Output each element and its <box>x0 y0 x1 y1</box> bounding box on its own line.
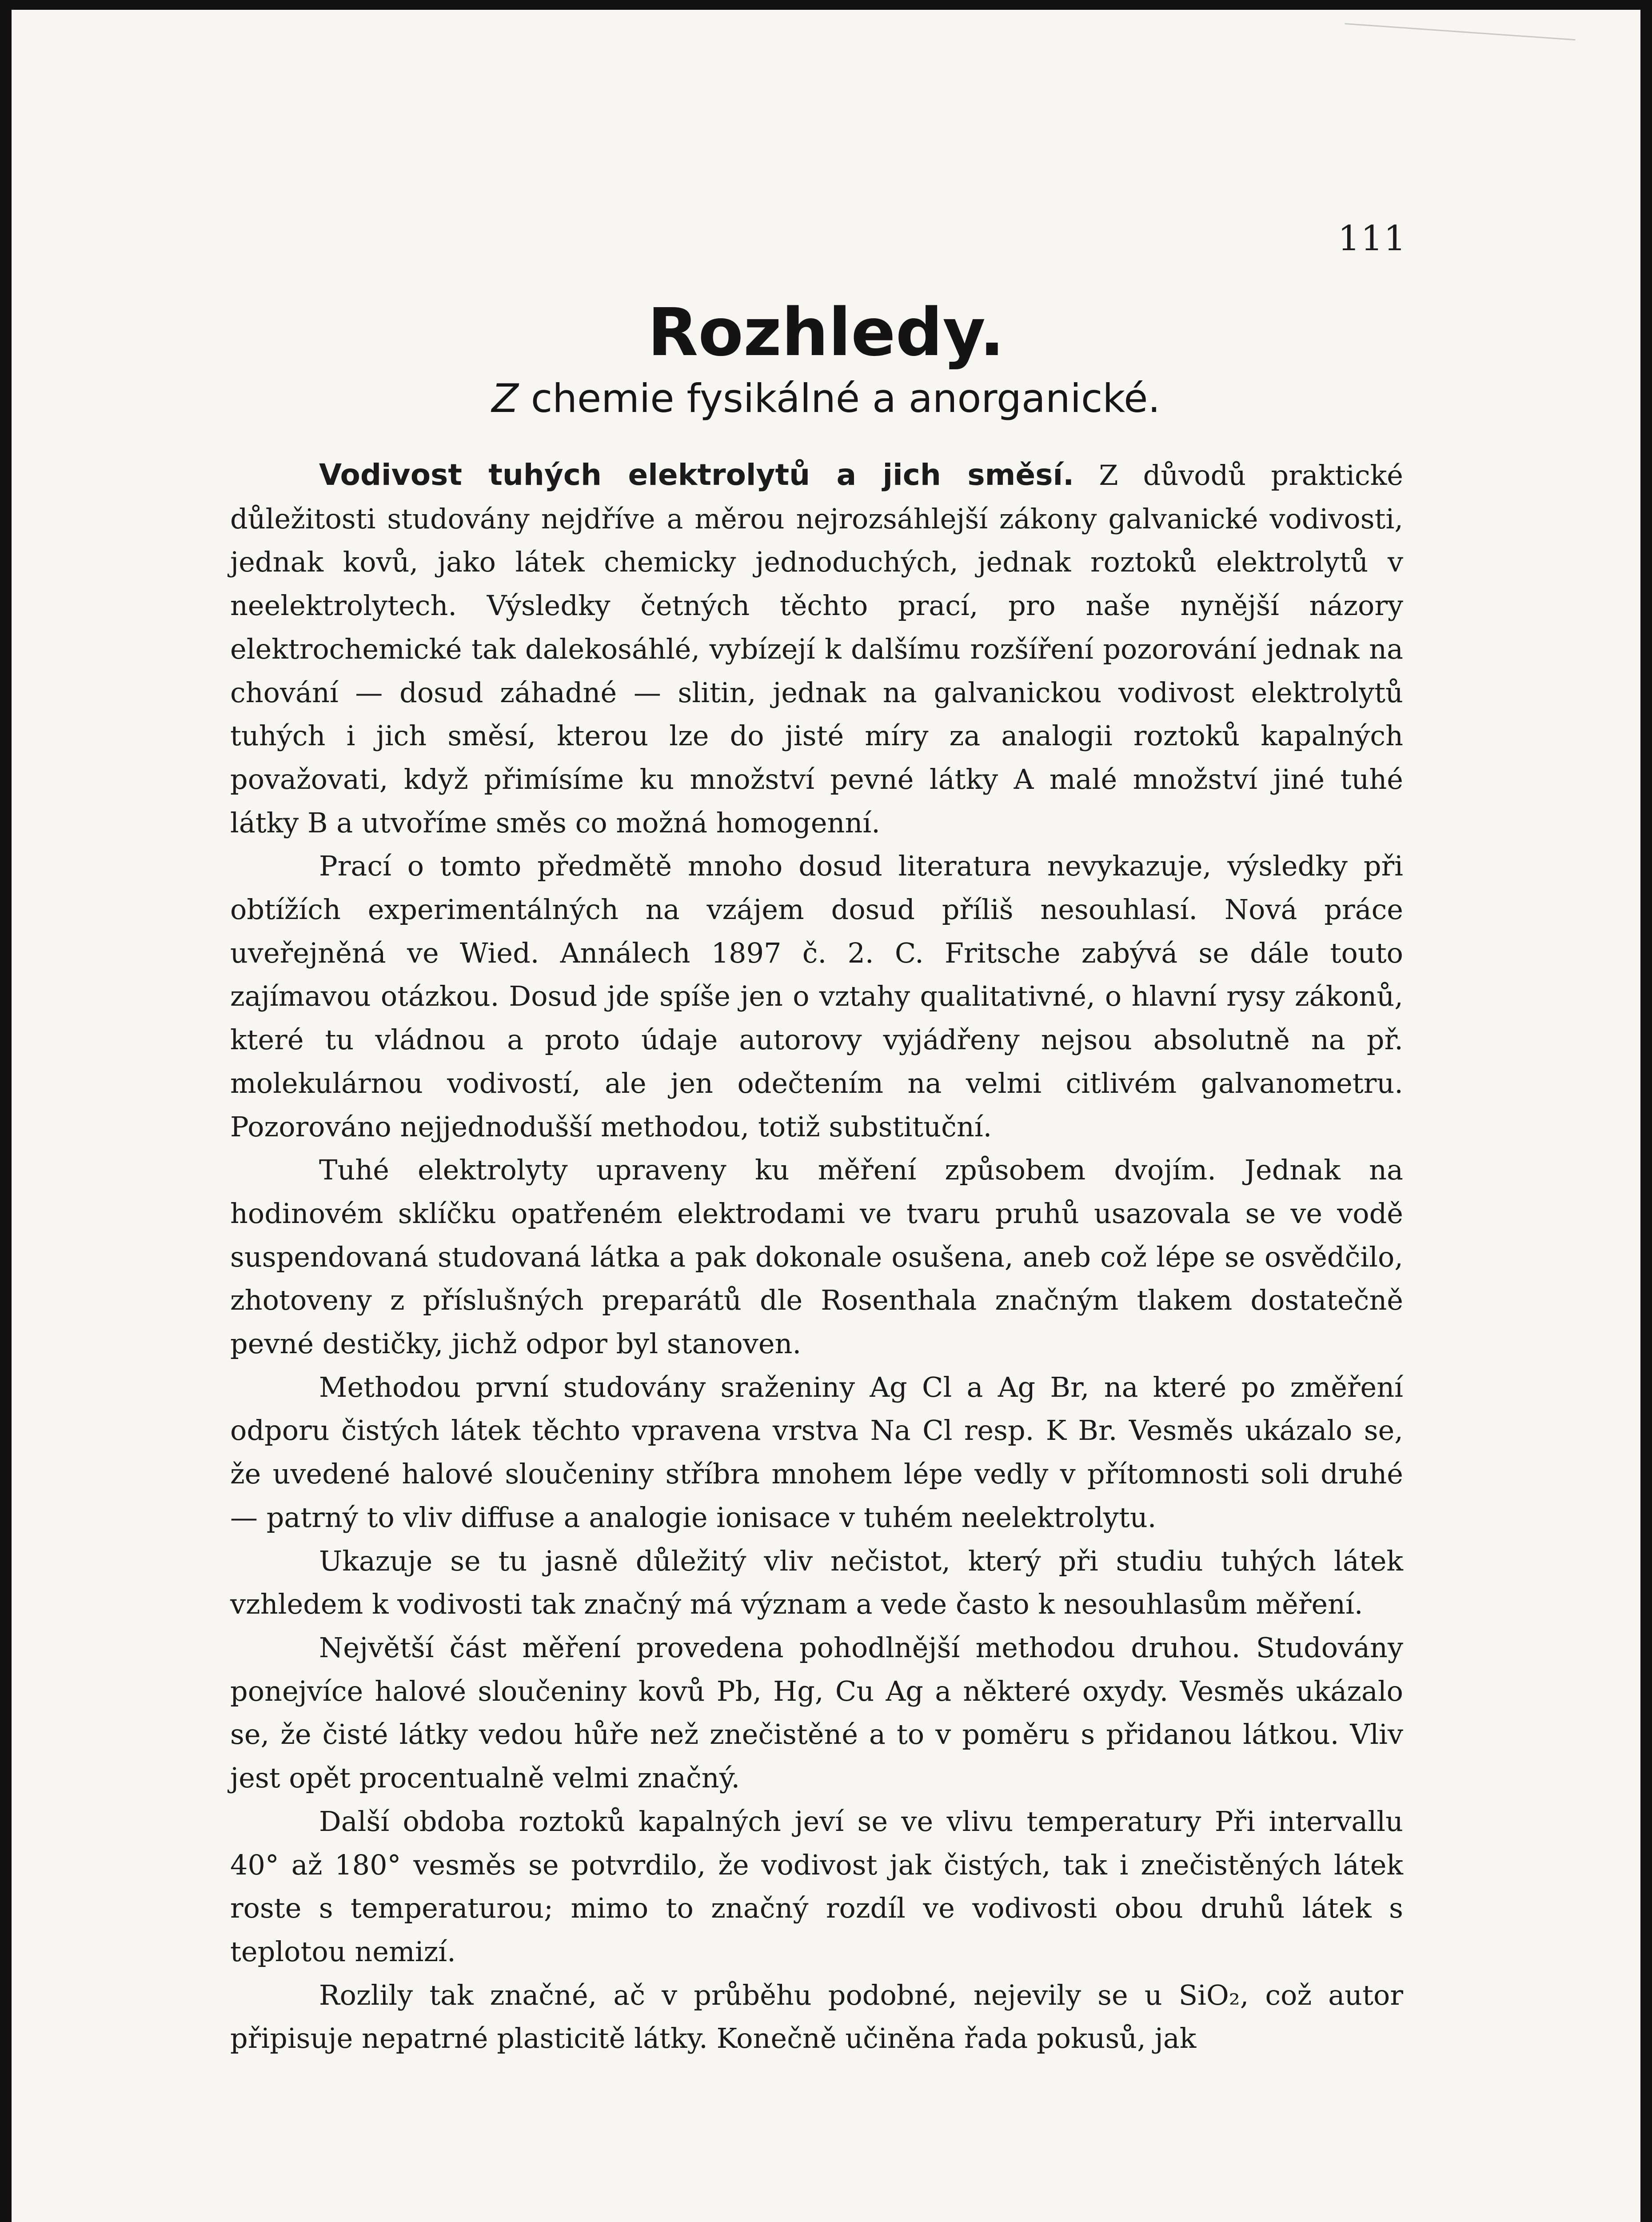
section-title: Rozhledy. <box>647 294 1005 371</box>
paragraph-5: Ukazuje se tu jasně důležitý vliv nečistot, který při studiu tuhých látek vzhledem k vodivosti tak značný má význam a vede často k nesouhlasům měření. <box>230 1544 1403 1621</box>
paragraph-1-text: Z důvodů praktické důležitosti studovány nejdříve a měrou nejrozsáhlejší zákony galvanické vodivosti, jednak kovů, jako látek chemicky jednoduchých, jednak roztoků elektrolytů v neelektrolytech. Výsledky četných těchto prací, pro naše nynější názory elektrochemické tak dalekosáhlé, vybízejí k dalšímu rozšíření pozorování jednak na chování — dosud záhadné — slitin, jednak na galvanickou vodivost elektrolytů tuhých i jich směsí, kterou lze do jisté míry za analogii roztoků kapalných považovati, když přimísíme ku množství pevné látky A malé množství jiné tuhé látky B a utvoříme směs co možná homogenní. <box>230 459 1403 839</box>
paragraph-6: Největší část měření provedena pohodlnější methodou druhou. Studovány ponejvíce halové sloučeniny kovů Pb, Hg, Cu Ag a některé oxydy. Vesměs ukázalo se, že čisté látky vedou hůře než znečistěné a to v poměru s přidanou látkou. Vliv jest opět procentualně velmi značný. <box>230 1631 1403 1794</box>
scan-artifact <box>1345 23 1576 40</box>
subtitle-text: chemie fysikálné a anorganické. <box>518 376 1161 421</box>
paragraph-8: Rozlily tak značné, ač v průběhu podobné, nejevily se u SiO₂, což autor připisuje nepatrné plasticitě látky. Konečně učiněna řada pokusů, jak <box>230 1978 1403 2055</box>
paragraph-7: Další obdoba roztoků kapalných jeví se ve vlivu temperatury Při intervallu 40° až 180° vesměs se potvrdilo, že vodivost jak čistých, tak i znečistěných látek roste s temperaturou; mimo to značný rozdíl ve vodivosti obou druhů látek s teplotou nemizí. <box>230 1805 1403 1968</box>
article-lead: Vodivost tuhých elektrolytů a jich směsí. <box>319 458 1074 492</box>
paragraph-2: Prací o tomto předmětě mnoho dosud literatura nevykazuje, výsledky při obtížích experimentálných na vzájem dosud příliš nesouhlasí. Nová práce uveřejněná ve Wied. Annálech 1897 č. 2. C. Fritsche zabývá se dále touto zajímavou otázkou. Dosud jde spíše jen o vztahy qualitativné, o hlavní rysy zákonů, které tu vládnou a proto údaje autorovy vyjádřeny nejsou absolutně na př. molekulárnou vodivostí, ale jen odečtením na velmi citlivém galvanometru. Pozorováno nejjednodušší methodou, totiž substituční. <box>230 850 1403 1143</box>
paragraph-1 <box>230 453 1403 844</box>
page-number: 111 <box>1338 219 1407 259</box>
paragraph-3: Tuhé elektrolyty upraveny ku měření způsobem dvojím. Jednak na hodinovém sklíčku opatřeném elektrodami ve tvaru pruhů usazovala se ve vodě suspendovaná studovaná látka a pak dokonale osušena, aneb což lépe se osvědčilo, zhotoveny z příslušných preparátů dle Rosenthala značným tlakem dostatečně pevné destičky, jichž odpor byl stanoven. <box>230 1154 1403 1360</box>
book-page <box>12 10 1640 2222</box>
subtitle-initial: Z <box>491 376 519 421</box>
paragraph-4: Methodou první studovány sraženiny Ag Cl a Ag Br, na které po změření odporu čistých látek těchto vpravena vrstva Na Cl resp. K Br. Vesměs ukázalo se, že uvedené halové sloučeniny stříbra mnohem lépe vedly v přítomnosti soli druhé — patrný to vliv diffuse a analogie ionisace v tuhém neelektrolytu. <box>230 1371 1403 1534</box>
section-subtitle <box>12 376 1640 421</box>
article-body <box>230 453 1403 2060</box>
